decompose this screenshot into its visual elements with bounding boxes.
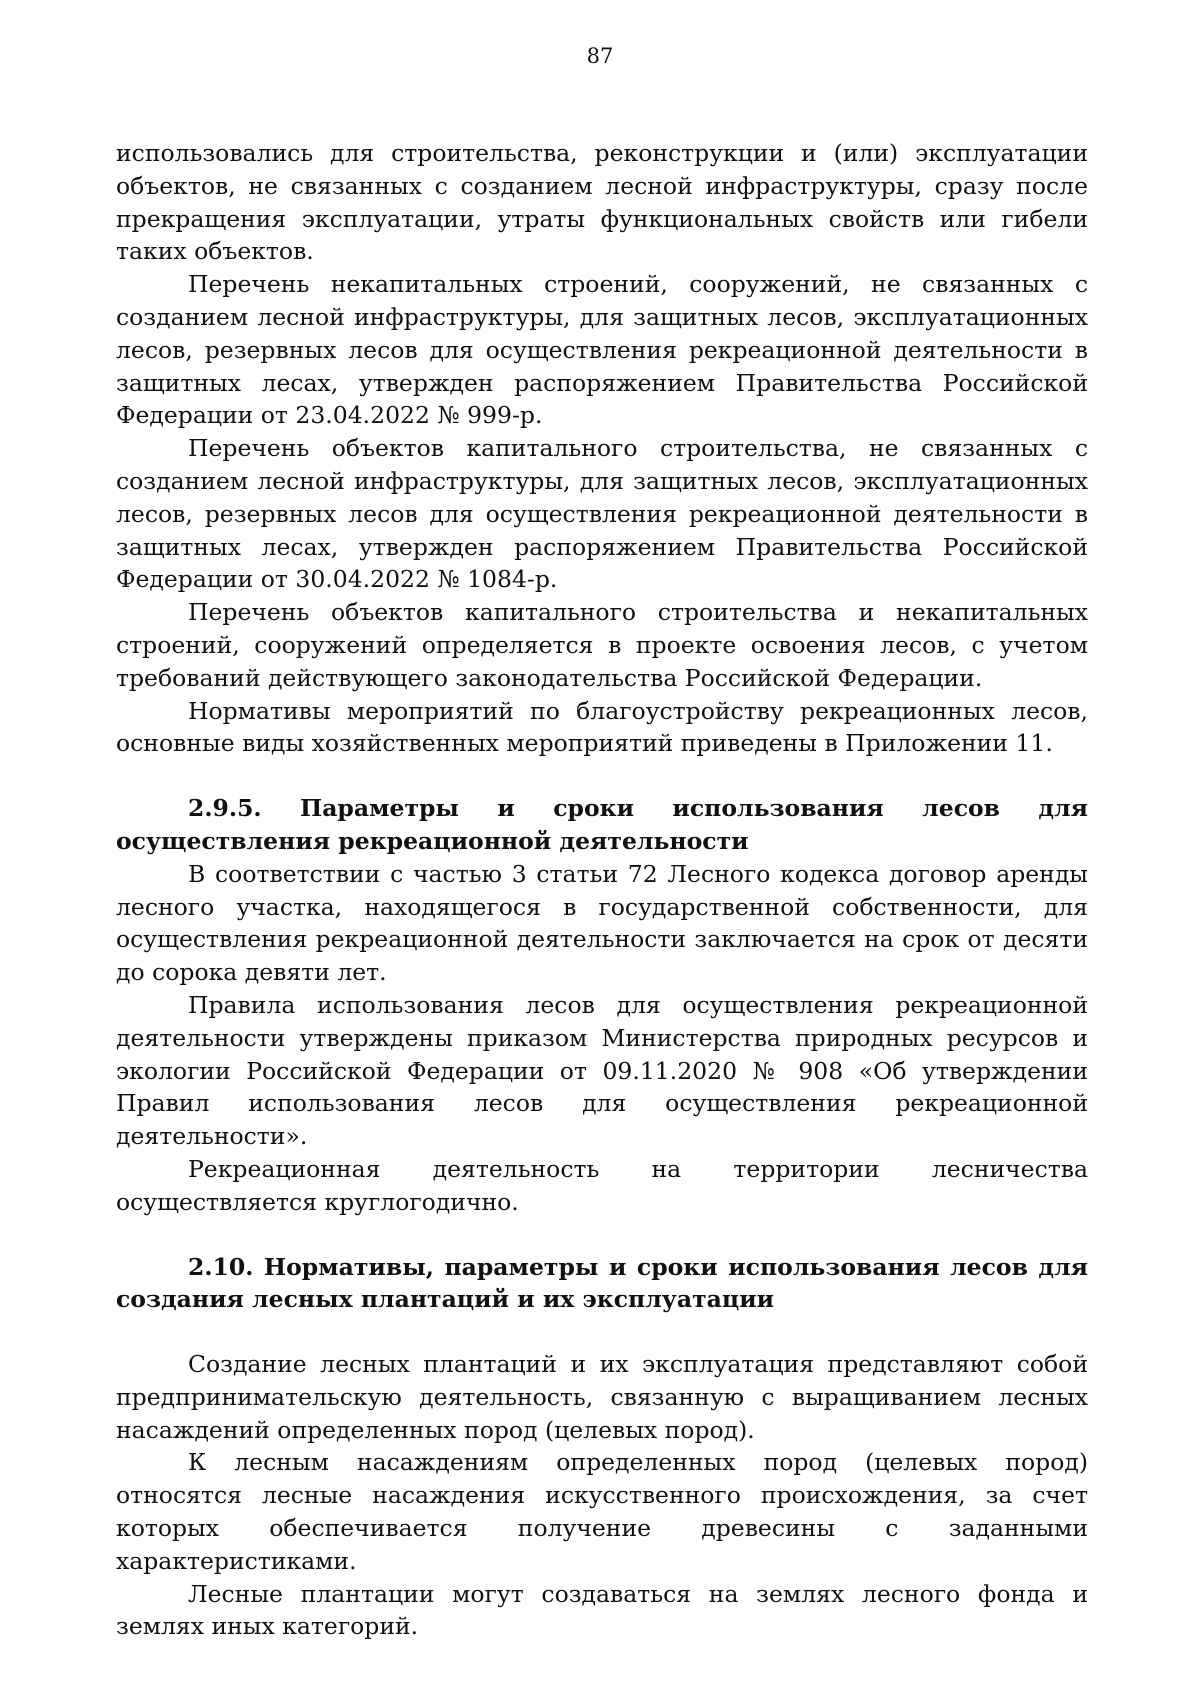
paragraph: Лесные плантации могут создаваться на землях лесного фонда и землях иных категорий. xyxy=(116,1579,1088,1641)
paragraph: Нормативы мероприятий по благоустройству рекреационных лесов, основные виды хозяйственных мероприятий приведены в Приложении 11. xyxy=(116,696,1088,758)
page-body xyxy=(116,137,1088,1643)
paragraph: В соответствии с частью 3 статьи 72 Лесного кодекса договор аренды лесного участка, находящегося в государственной собственности, для осуществления рекреационной деятельности заключается на срок от десяти до сорока девяти лет. xyxy=(116,859,1088,987)
paragraph: Перечень некапитальных строений, сооружений, не связанных с созданием лесной инфраструктуры, для защитных лесов, эксплуатационных лесов, резервных лесов для осуществления рекреационной деятельности в защитных лесах, утвержден распоряжением Правительства Российской Федерации от 23.04.2022 № 999-р. xyxy=(116,270,1088,430)
paragraph: Создание лесных плантаций и их эксплуатация представляют собой предпринимательскую деятельность, связанную с выращиванием лесных насаждений определенных пород (целевых пород). xyxy=(116,1350,1088,1444)
section-heading-2-10: 2.10. Нормативы, параметры и сроки использования лесов для создания лесных плантаций и их эксплуатации xyxy=(116,1252,1088,1314)
paragraph: Перечень объектов капитального строительства, не связанных с созданием лесной инфраструктуры, для защитных лесов, эксплуатационных лесов, резервных лесов для осуществления рекреационной деятельности в защитных лесах, утвержден распоряжением Правительства Российской Федерации от 30.04.2022 № 1084-р. xyxy=(116,434,1088,594)
paragraph: К лесным насаждениям определенных пород (целевых пород) относятся лесные насаждения искусственного происхождения, за счет которых обеспечивается получение древесины с заданными характеристиками. xyxy=(116,1448,1088,1575)
paragraph: использовались для строительства, реконструкции и (или) эксплуатации объектов, не связанных с созданием лесной инфраструктуры, сразу после прекращения эксплуатации, утраты функциональных свойств или гибели таких объектов. xyxy=(116,139,1088,266)
paragraph: Перечень объектов капитального строительства и некапитальных строений, сооружений определяется в проекте освоения лесов, с учетом требований действующего законодательства Российской Федерации. xyxy=(116,598,1088,692)
section-heading-2-9-5: 2.9.5. Параметры и сроки использования лесов для осуществления рекреационной деятельности xyxy=(116,794,1088,855)
paragraph: Рекреационная деятельность на территории лесничества осуществляется круглогодично. xyxy=(116,1154,1088,1216)
page-number: 87 xyxy=(586,44,614,68)
paragraph: Правила использования лесов для осуществления рекреационной деятельности утверждены приказом Министерства природных ресурсов и экологии Российской Федерации от 09.11.2020 № 908 «Об утверждении Правил использования лесов для осуществления рекреационной деятельности». xyxy=(116,990,1088,1151)
